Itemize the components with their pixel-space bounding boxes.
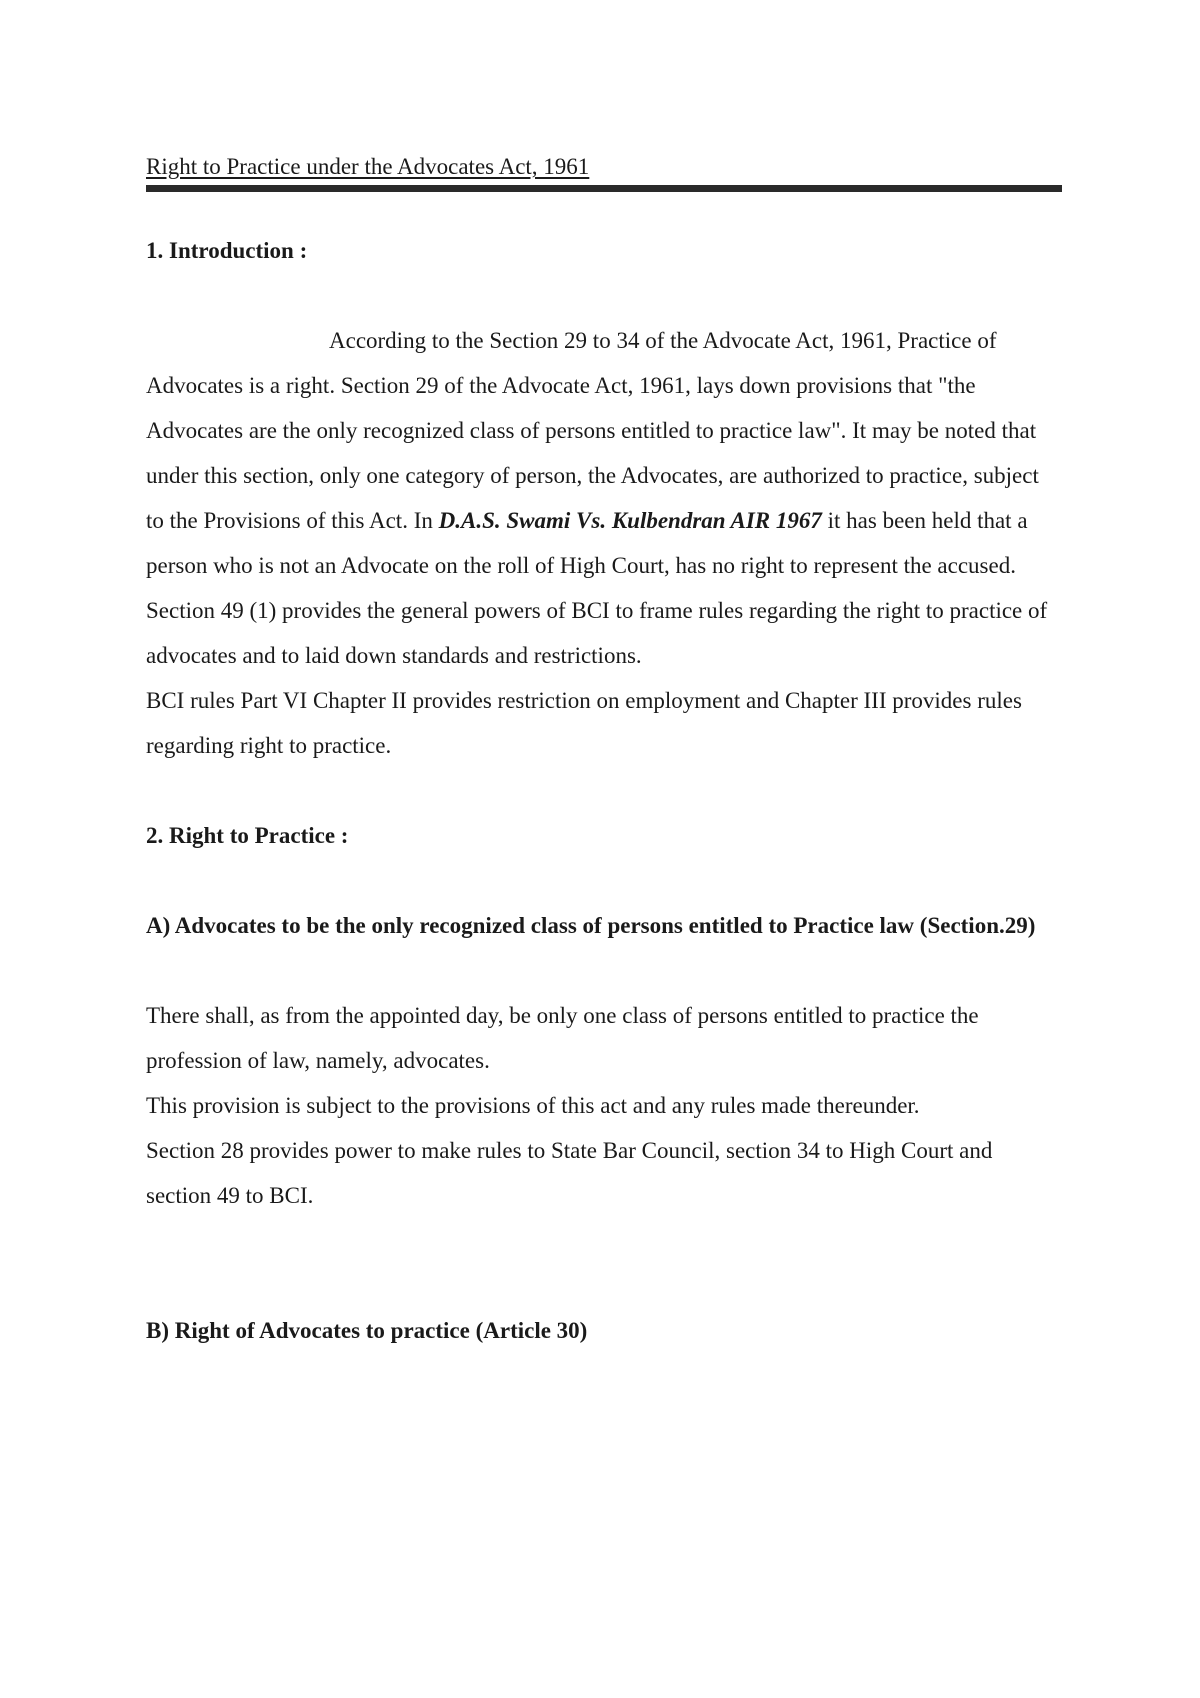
title-divider <box>146 185 1062 192</box>
subsection-a-heading: A) Advocates to be the only recognized class of persons entitled to Practice law (Section.29) <box>146 913 1036 938</box>
introduction-text-part2: it has been held that a person who is not an Advocate on the roll of High Court, has no right to represent the accused. <box>146 508 1028 578</box>
section-right-to-practice-heading: 2. Right to Practice : <box>146 823 349 848</box>
subsection-a-paragraph-2: This provision is subject to the provisions of this act and any rules made thereunder. <box>146 1093 920 1118</box>
introduction-paragraph <box>146 318 1062 588</box>
section-49-paragraph: Section 49 (1) provides the general powers of BCI to frame rules regarding the right to practice of advocates and to laid down standards and restrictions. <box>146 598 1048 668</box>
subsection-a-paragraph-3: Section 28 provides power to make rules to State Bar Council, section 34 to High Court and section 49 to BCI. <box>146 1138 993 1208</box>
document-title: Right to Practice under the Advocates Act, 1961 <box>146 154 590 179</box>
case-citation: D.A.S. Swami Vs. Kulbendran AIR 1967 <box>438 508 822 533</box>
subsection-b-heading: B) Right of Advocates to practice (Article 30) <box>146 1318 588 1343</box>
subsection-a-paragraph-1: There shall, as from the appointed day, be only one class of persons entitled to practice the profession of law, namely, advocates. <box>146 1003 979 1073</box>
document-page <box>146 152 1062 1353</box>
section-introduction-heading: 1. Introduction : <box>146 238 308 263</box>
introduction-text-part1: According to the Section 29 to 34 of the Advocate Act, 1961, Practice of Advocates is a right. Section 29 of the Advocate Act, 1961, lays down provisions that "the Advocates are the only recognized class of persons entitled to practice law". It may be noted that under this section, only one category of person, the Advocates, are authorized to practice, subject to the Provisions of this Act. In <box>146 328 1039 533</box>
bci-rules-paragraph: BCI rules Part VI Chapter II provides restriction on employment and Chapter III provides rules regarding right to practice. <box>146 688 1022 758</box>
